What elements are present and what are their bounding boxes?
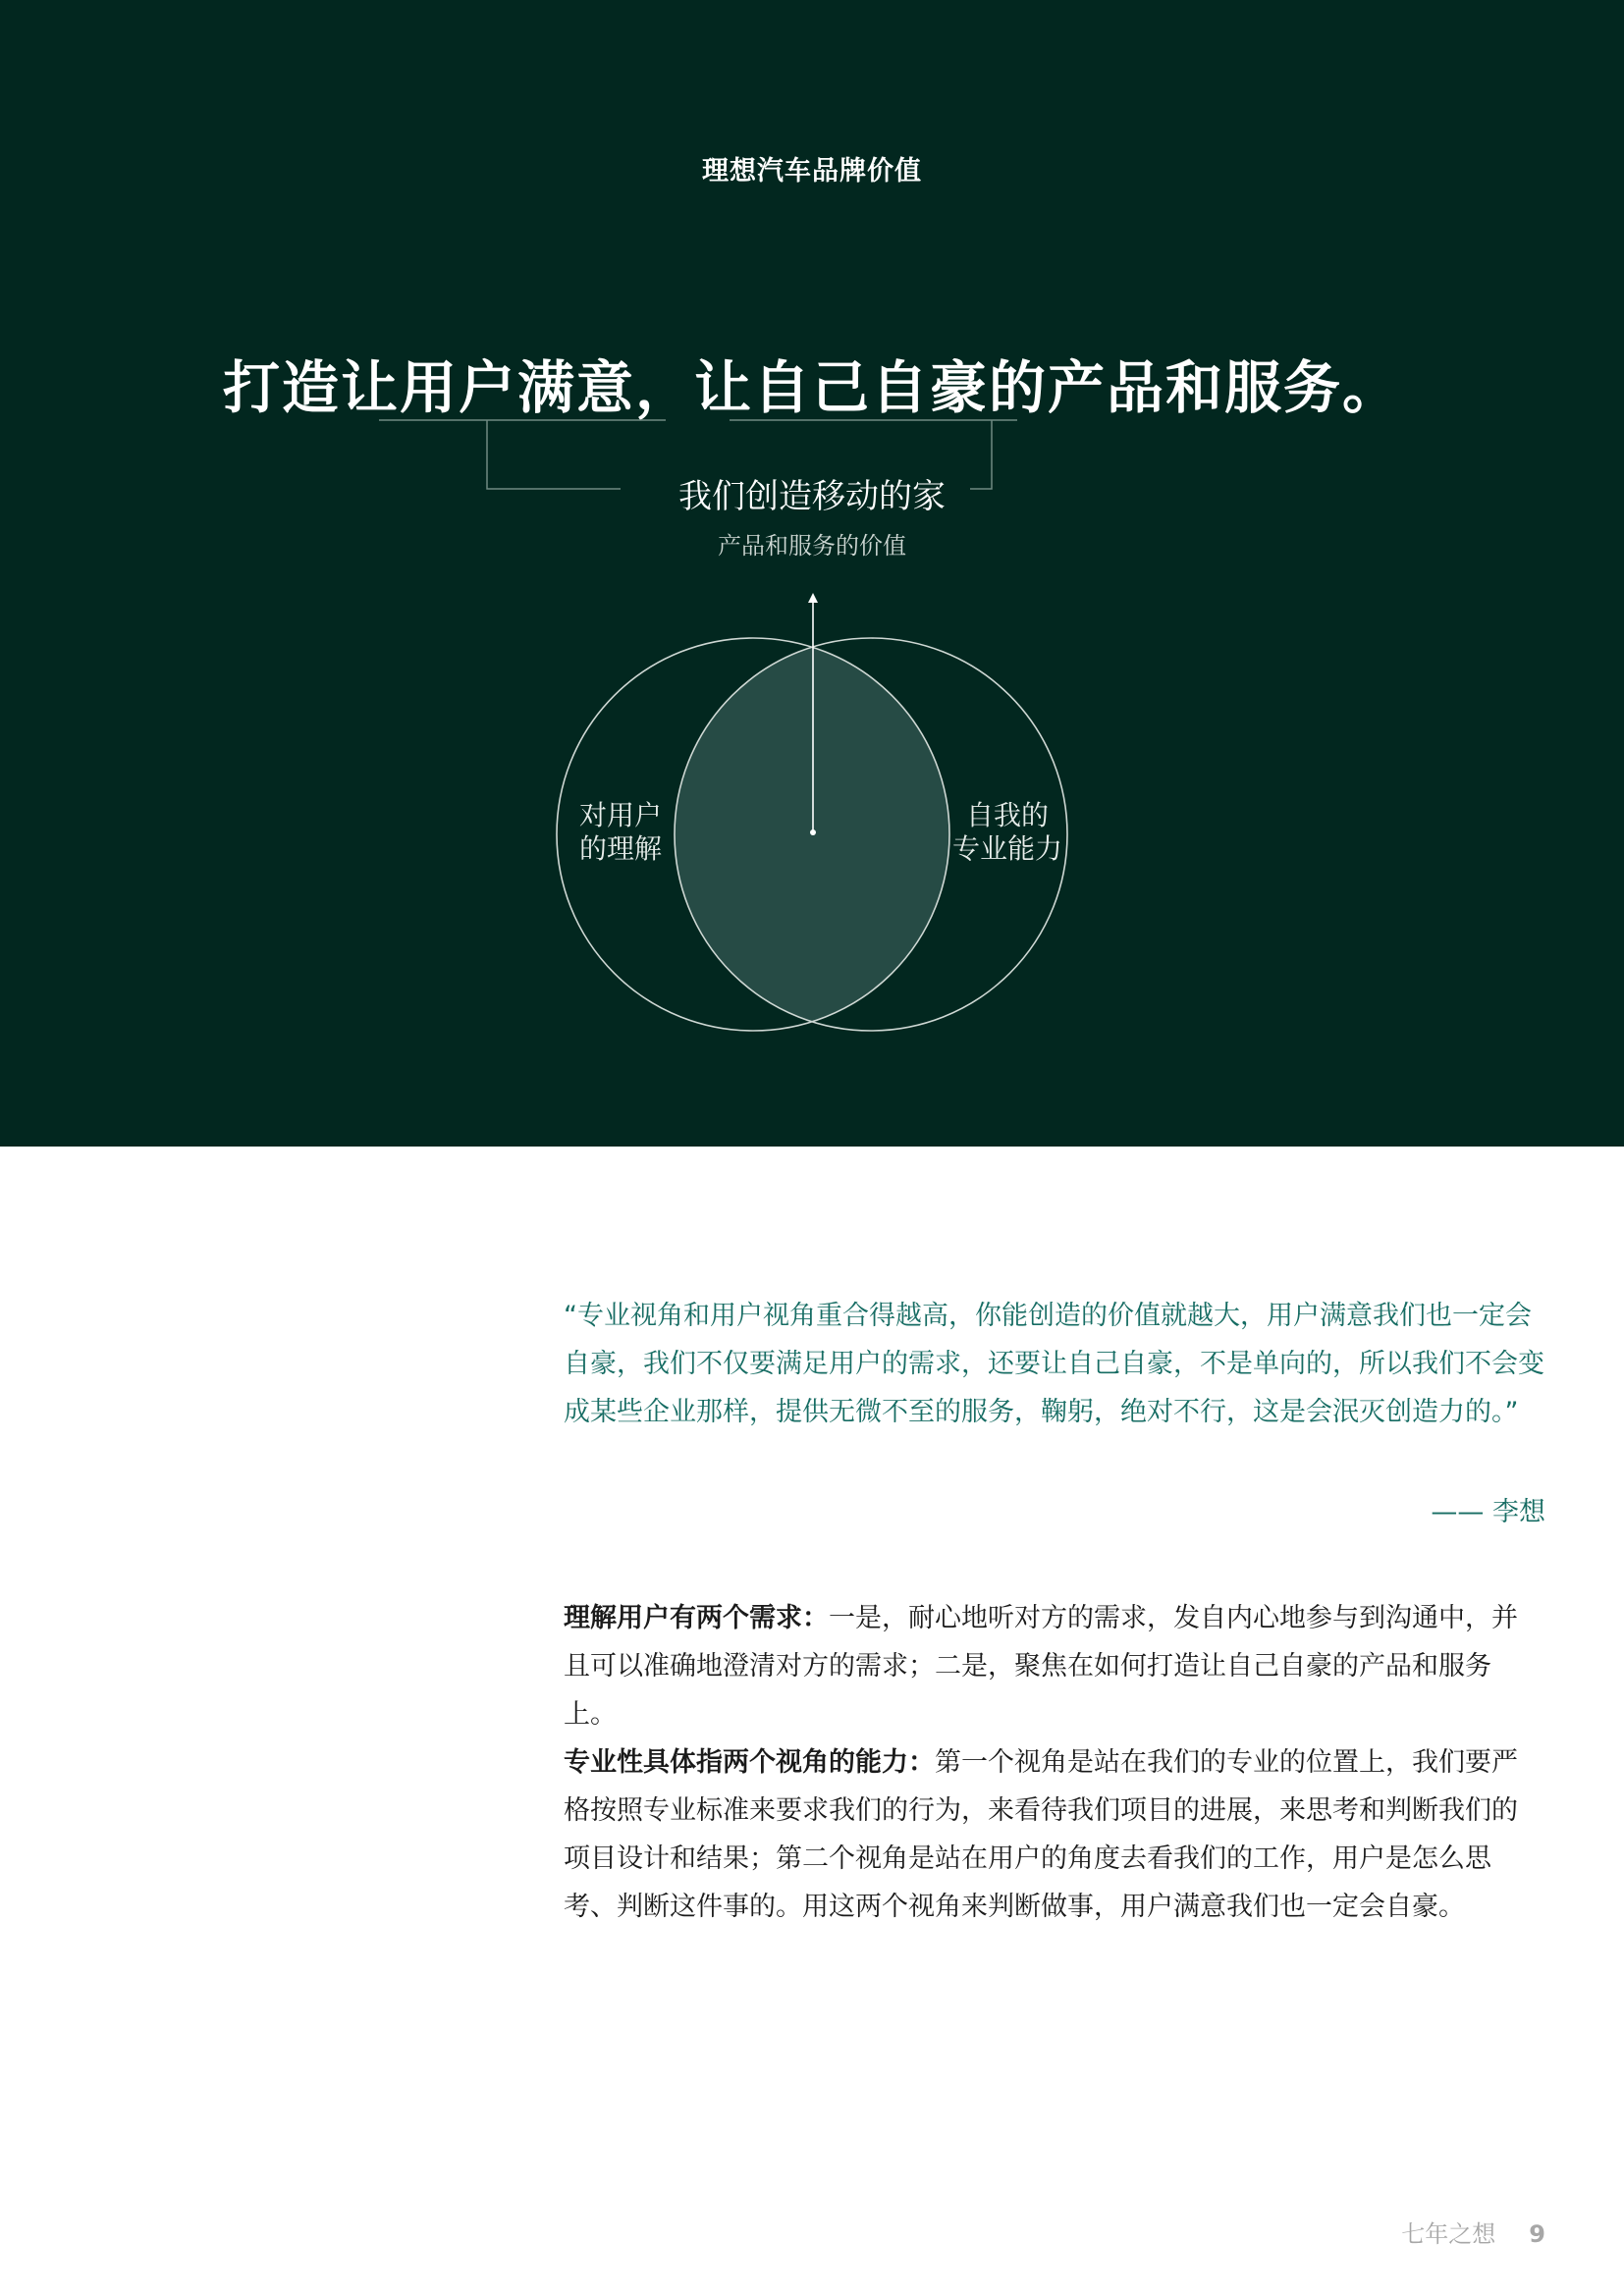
left-circle-label [562,799,679,866]
page-headline: 打造让用户满意，让自己自豪的产品和服务。 [222,354,1401,421]
paragraph-1-lead: 理解用户有两个需求： [564,1603,829,1633]
page-footer [1401,2215,1545,2249]
arrow-origin-dot [810,829,816,835]
right-circle-label-line2: 专业能力 [951,832,1062,865]
venn-diagram [0,0,1624,1147]
left-circle-label-line2: 的理解 [578,832,662,865]
diagram-title: 我们创造移动的家 [678,477,946,516]
quote-text: “专业视角和用户视角重合得越高，你能创造的价值就越大，用户满意我们也一定会自豪，我们不仅要满足用户的需求，还要让自己自豪，不是单向的，所以我们不会变成某些企业那样，提供无微不至的服务，鞠躬，绝对不行，这是会泯灭创造力的。” [564,1301,1544,1427]
paragraph-2-text: 第一个视角是站在我们的专业的位置上，我们要严格按照专业标准来要求我们的行为，来看待我们项目的进展，来思考和判断我们的项目设计和结果；第二个视角是站在用户的角度去看我们的工作，用户是怎么思考、判断这件事的。用这两个视角来判断做事，用户满意我们也一定会自豪。 [564,1747,1518,1922]
footer-doc-title: 七年之想 [1401,2220,1496,2248]
paragraph-2-lead: 专业性具体指两个视角的能力： [564,1747,935,1778]
body-paragraph-2 [564,1738,1536,1931]
paragraph-1-text: 一是，耐心地听对方的需求，发自内心地参与到沟通中，并且可以准确地澄清对方的需求；二是，聚焦在如何打造让自己自豪的产品和服务上。 [564,1603,1518,1730]
body-text [564,1594,1536,1931]
arrow-head-icon [808,593,818,603]
body-paragraph-1 [564,1594,1536,1738]
diagram-subtitle: 产品和服务的价值 [718,532,906,560]
page-number: 9 [1529,2220,1545,2248]
right-circle-label-line1: 自我的 [965,799,1049,831]
section-label: 理想汽车品牌价值 [702,156,922,187]
quote-author: —— 李想 [1431,1497,1545,1527]
right-circle-label [948,799,1066,866]
left-circle-label-line1: 对用户 [578,799,662,831]
